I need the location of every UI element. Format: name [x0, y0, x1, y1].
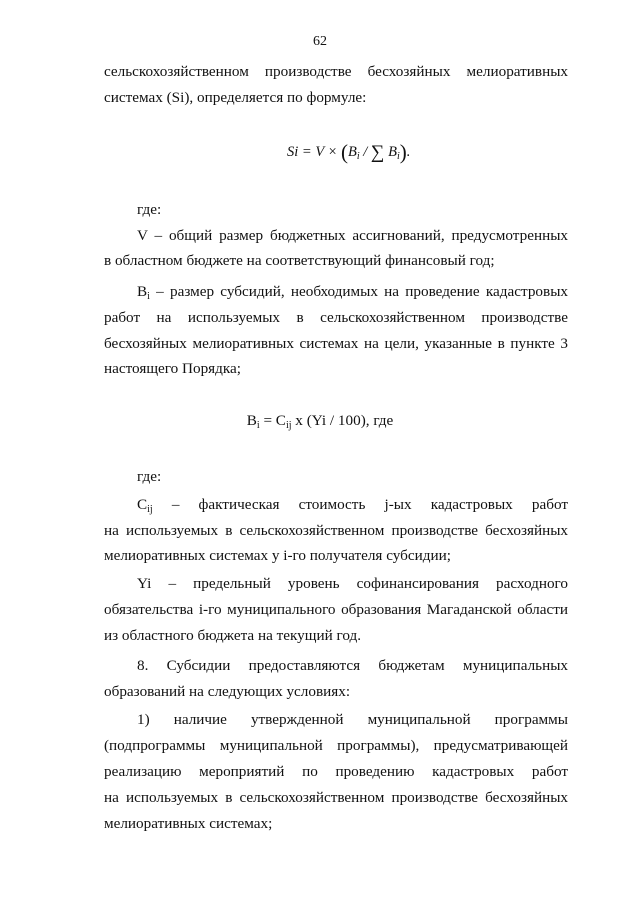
formula-si-sub: i	[356, 151, 360, 162]
b-definition	[137, 282, 568, 302]
b-def-text: – размер субсидий, необходимых на проведение кадастровых	[149, 283, 568, 300]
b-definition: настоящего Порядка;	[104, 360, 241, 377]
b-sub: i	[147, 291, 150, 302]
formula-si-rparen: )	[399, 140, 407, 164]
c-def-text: – фактическая стоимость j-ых кадастровых работ	[152, 496, 568, 513]
text-line: сельскохозяйственном производстве бесхозяйных мелиоративных	[104, 63, 568, 80]
y-definition: из областного бюджета на текущий год.	[104, 627, 362, 644]
y-definition: обязательства i-го муниципального образования Магаданской области	[104, 601, 568, 618]
formula-bi-b: B	[246, 412, 257, 429]
formula-si-end: .	[406, 144, 411, 160]
c-symbol: C	[137, 496, 148, 513]
v-definition: в областном бюджете на соответствующий финансовый год;	[104, 252, 495, 269]
y-definition: Yi – предельный уровень софинансирования расходного	[137, 575, 568, 592]
condition-1: реализацию мероприятий по проведению кадастровых работ	[104, 763, 568, 780]
formula-si	[287, 140, 410, 165]
formula-si-b: B	[347, 144, 357, 160]
page-number: 62	[313, 34, 327, 49]
condition-1: (подпрограммы муниципальной программы), предусматривающей	[104, 737, 568, 754]
condition-1: мелиоративных системах;	[104, 815, 273, 832]
formula-si-sum: ∑	[370, 142, 385, 163]
condition-1: 1) наличие утвержденной муниципальной программы	[137, 711, 568, 728]
b-definition: работ на используемых в сельскохозяйственном производстве	[104, 309, 568, 326]
formula-si-lhs: Si	[287, 144, 299, 160]
formula-bi-rest: x (Yi / 100), где	[291, 412, 394, 429]
formula-bi	[0, 412, 640, 430]
b-definition: бесхозяйных мелиоративных системах на цели, указанные в пункте 3	[104, 335, 568, 352]
b-symbol: B	[137, 283, 148, 300]
formula-si-times: ×	[327, 144, 338, 160]
c-sub: ij	[147, 504, 153, 515]
where-label: где:	[137, 468, 162, 485]
c-definition	[137, 495, 568, 515]
formula-si-sub2: i	[396, 151, 400, 162]
paragraph-8: 8. Субсидии предоставляются бюджетам муниципальных	[137, 657, 568, 674]
where-label: где:	[137, 201, 162, 218]
formula-si-v: V	[315, 144, 324, 160]
formula-si-b2: B	[388, 144, 397, 160]
c-definition: мелиоративных системах у i-го получателя субсидии;	[104, 547, 451, 564]
formula-bi-sub: i	[256, 420, 260, 431]
formula-si-eq: =	[301, 144, 312, 160]
formula-bi-csub: ij	[285, 420, 292, 431]
text-line: системах (Si), определяется по формуле:	[104, 89, 367, 106]
v-definition: V – общий размер бюджетных ассигнований, предусмотренных	[137, 227, 568, 244]
formula-si-slash: /	[363, 144, 368, 160]
formula-bi-c: = C	[259, 412, 286, 429]
condition-1: на используемых в сельскохозяйственном производстве бесхозяйных	[104, 789, 568, 806]
paragraph-8: образований на следующих условиях:	[104, 683, 351, 700]
formula-si-lparen: (	[340, 140, 348, 164]
c-definition: на используемых в сельскохозяйственном производстве бесхозяйных	[104, 522, 568, 539]
